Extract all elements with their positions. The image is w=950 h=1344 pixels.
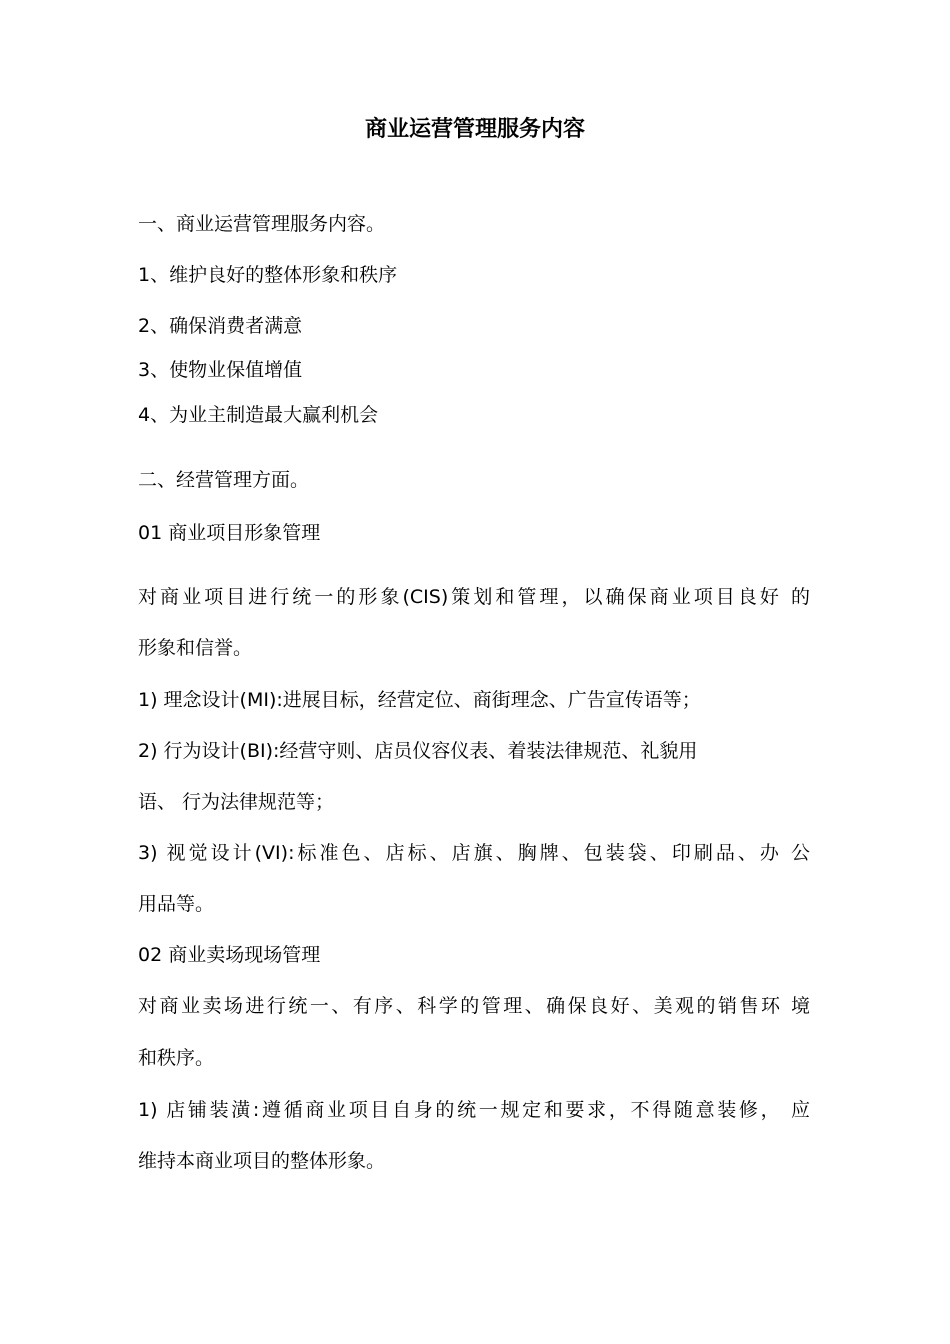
subsection-heading-02: 02 商业卖场现场管理 (138, 944, 321, 966)
paragraph-line: 1) 理念设计(MI):进展目标，经营定位、商街理念、广告宣传语等； (138, 689, 701, 711)
subsection-heading-01: 01 商业项目形象管理 (138, 522, 321, 544)
list-item-4: 4、为业主制造最大赢利机会 (138, 404, 379, 426)
paragraph-line: 3) 视觉设计(VI):标准色、店标、店旗、胸牌、包装袋、印刷品、办 公 (138, 842, 810, 864)
paragraph-line: 和秩序。 (138, 1047, 215, 1069)
document-title: 商业运营管理服务内容 (364, 117, 585, 142)
paragraph-line: 用品等。 (138, 893, 215, 915)
paragraph-line: 1) 店铺装潢:遵循商业项目自身的统一规定和要求，不得随意装修， 应 (138, 1099, 810, 1121)
paragraph-line: 对商业项目进行统一的形象(CIS)策划和管理，以确保商业项目良好 的 (138, 586, 810, 608)
paragraph-line: 维持本商业项目的整体形象。 (138, 1150, 386, 1172)
paragraph-line: 对商业卖场进行统一、有序、科学的管理、确保良好、美观的销售环 境 (138, 995, 810, 1017)
paragraph-line: 2) 行为设计(BI):经营守则、店员仪容仪表、着装法律规范、礼貌用 (138, 740, 698, 762)
list-item-1: 1、维护良好的整体形象和秩序 (138, 264, 398, 286)
section-heading-2: 二、经营管理方面。 (138, 469, 310, 491)
list-item-3: 3、使物业保值增值 (138, 359, 303, 381)
paragraph-line: 语、 行为法律规范等； (138, 791, 335, 813)
paragraph-line: 形象和信誉。 (138, 637, 253, 659)
list-item-2: 2、确保消费者满意 (138, 315, 303, 337)
section-heading-1: 一、商业运营管理服务内容。 (138, 213, 386, 235)
